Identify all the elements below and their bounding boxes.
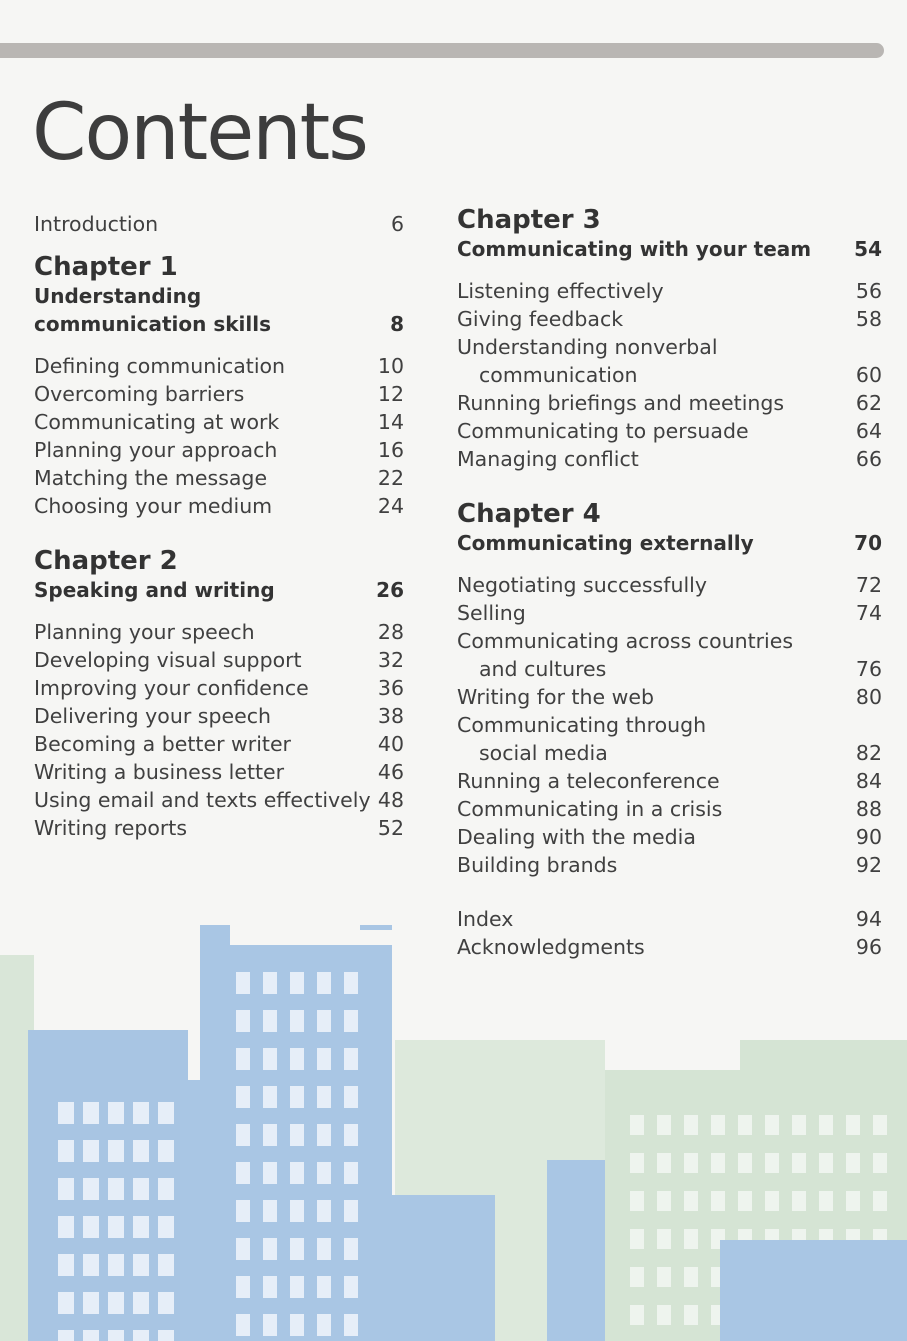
window: [317, 1010, 331, 1032]
chapter-4-page: 70: [854, 531, 882, 555]
toc-item-page: 88: [855, 797, 882, 821]
toc-item-label: Running briefings and meetings: [457, 391, 785, 415]
window: [263, 1010, 277, 1032]
toc-item-label: Communicating in a crisis: [457, 797, 723, 821]
window: [846, 1153, 860, 1173]
window: [819, 1229, 833, 1249]
window: [846, 1267, 860, 1287]
building-green-right: [605, 1070, 907, 1341]
window: [317, 1200, 331, 1222]
window: [846, 1305, 860, 1325]
window: [83, 1216, 99, 1238]
window: [58, 1292, 74, 1314]
window: [263, 1086, 277, 1108]
toc-item[interactable]: [457, 767, 882, 795]
window: [344, 1200, 358, 1222]
window: [317, 972, 331, 994]
chapter-1-subtitle[interactable]: [34, 282, 404, 338]
toc-item-page: 56: [855, 279, 882, 303]
window: [738, 1267, 752, 1287]
chapter-1-subtitle-line2: communication skills: [34, 312, 271, 336]
toc-item-label: and cultures: [479, 657, 607, 681]
toc-item[interactable]: [457, 711, 882, 739]
window: [83, 1102, 99, 1124]
window: [873, 1153, 887, 1173]
toc-item-label: Improving your confidence: [34, 676, 309, 700]
window: [684, 1305, 698, 1325]
window: [684, 1267, 698, 1287]
building-top-notch-2: [360, 930, 392, 945]
window: [58, 1216, 74, 1238]
window: [792, 1115, 806, 1135]
window: [236, 1010, 250, 1032]
chapter-3-subtitle[interactable]: [457, 235, 882, 263]
toc-item-label: Writing for the web: [457, 685, 654, 709]
toc-item-label: Acknowledgments: [457, 935, 645, 959]
window: [263, 1200, 277, 1222]
window: [765, 1153, 779, 1173]
toc-item[interactable]: [34, 674, 404, 702]
window: [317, 1276, 331, 1298]
window: [344, 1162, 358, 1184]
window: [236, 1276, 250, 1298]
toc-item[interactable]: [34, 814, 404, 842]
toc-item[interactable]: [34, 646, 404, 674]
toc-item-page: 90: [855, 825, 882, 849]
toc-item[interactable]: [457, 417, 882, 445]
toc-item-label: Delivering your speech: [34, 704, 271, 728]
window: [819, 1191, 833, 1211]
window: [630, 1305, 644, 1325]
toc-item-label: Becoming a better writer: [34, 732, 291, 756]
window: [290, 1010, 304, 1032]
window: [711, 1229, 725, 1249]
toc-item-page: 22: [377, 466, 404, 490]
window: [344, 1048, 358, 1070]
window: [133, 1254, 149, 1276]
window: [108, 1254, 124, 1276]
window: [846, 1115, 860, 1135]
toc-item-page: 52: [377, 816, 404, 840]
window: [158, 1292, 174, 1314]
window: [765, 1305, 779, 1325]
toc-item-label: Planning your speech: [34, 620, 255, 644]
toc-item-page: 80: [855, 685, 882, 709]
window: [263, 972, 277, 994]
window: [738, 1115, 752, 1135]
window: [344, 1238, 358, 1260]
window: [711, 1153, 725, 1173]
toc-item-label: Negotiating successfully: [457, 573, 707, 597]
window: [657, 1229, 671, 1249]
chapter-3-subtitle-text: Communicating with your team: [457, 237, 812, 261]
window: [133, 1292, 149, 1314]
toc-item-page: 72: [855, 573, 882, 597]
window: [58, 1178, 74, 1200]
window: [630, 1153, 644, 1173]
toc-item-page: 16: [377, 438, 404, 462]
window: [83, 1178, 99, 1200]
window: [158, 1330, 174, 1341]
toc-item-label: Choosing your medium: [34, 494, 273, 518]
window: [657, 1267, 671, 1287]
toc-item[interactable]: [34, 758, 404, 786]
window: [657, 1115, 671, 1135]
chapter-1-heading: Chapter 1: [34, 252, 178, 282]
window: [290, 1124, 304, 1146]
toc-item-page: 46: [377, 760, 404, 784]
window: [765, 1191, 779, 1211]
window: [133, 1102, 149, 1124]
toc-intro[interactable]: [34, 210, 404, 238]
window: [317, 1048, 331, 1070]
toc-item-page: 40: [377, 732, 404, 756]
window: [819, 1267, 833, 1287]
window: [711, 1305, 725, 1325]
building-top-notch: [230, 925, 360, 945]
window: [711, 1267, 725, 1287]
building-green-tower: [740, 1040, 907, 1080]
window: [630, 1267, 644, 1287]
window: [344, 1276, 358, 1298]
toc-item-page: 38: [377, 704, 404, 728]
window: [765, 1115, 779, 1135]
window: [344, 1010, 358, 1032]
toc-right-column: [457, 205, 882, 961]
window: [657, 1305, 671, 1325]
toc-item[interactable]: [457, 445, 882, 473]
window: [344, 1314, 358, 1336]
window: [765, 1229, 779, 1249]
window: [58, 1254, 74, 1276]
toc-item-page: 32: [377, 648, 404, 672]
window: [873, 1305, 887, 1325]
window: [873, 1191, 887, 1211]
toc-item-label: Communicating at work: [34, 410, 280, 434]
window: [630, 1191, 644, 1211]
window: [263, 1276, 277, 1298]
toc-item[interactable]: [34, 464, 404, 492]
toc-item-page: 94: [855, 907, 882, 931]
window: [236, 1238, 250, 1260]
toc-item[interactable]: [457, 627, 882, 655]
chapter-3-items: [457, 277, 882, 473]
toc-item[interactable]: [457, 333, 882, 361]
toc-item[interactable]: [457, 305, 882, 333]
building-blue-low: [180, 1080, 220, 1341]
toc-item-label: social media: [479, 741, 608, 765]
window: [684, 1229, 698, 1249]
chapter-1-items: [34, 352, 404, 520]
chapter-2-page: 26: [376, 578, 404, 602]
window: [236, 1124, 250, 1146]
window: [236, 972, 250, 994]
chapter-3-page: 54: [854, 237, 882, 261]
window: [344, 972, 358, 994]
toc-item-page: 66: [855, 447, 882, 471]
toc-item[interactable]: [34, 786, 404, 814]
toc-item-page: 28: [377, 620, 404, 644]
window: [819, 1153, 833, 1173]
toc-item-label: Developing visual support: [34, 648, 302, 672]
window: [133, 1216, 149, 1238]
toc-item-continuation[interactable]: [457, 739, 882, 767]
window: [317, 1238, 331, 1260]
toc-item-label: Communicating through: [457, 713, 707, 737]
window: [236, 1200, 250, 1222]
window: [158, 1140, 174, 1162]
back-matter: [457, 905, 882, 961]
toc-item-label: Overcoming barriers: [34, 382, 245, 406]
window: [317, 1086, 331, 1108]
window: [290, 1162, 304, 1184]
blue-windows: [58, 972, 358, 1341]
toc-item-label: Selling: [457, 601, 526, 625]
toc-item-page: 84: [855, 769, 882, 793]
window: [290, 1048, 304, 1070]
toc-item-page: 96: [855, 935, 882, 959]
toc-item[interactable]: [457, 851, 882, 879]
toc-item-page: 76: [855, 657, 882, 681]
window: [108, 1292, 124, 1314]
toc-item-label: Running a teleconference: [457, 769, 720, 793]
window: [158, 1254, 174, 1276]
toc-item-label: Matching the message: [34, 466, 268, 490]
toc-item[interactable]: [34, 618, 404, 646]
window: [108, 1330, 124, 1341]
window: [317, 1124, 331, 1146]
window: [133, 1330, 149, 1341]
window: [83, 1140, 99, 1162]
window: [108, 1178, 124, 1200]
building-green-middle: [395, 1040, 605, 1341]
window: [317, 1162, 331, 1184]
window: [263, 1124, 277, 1146]
toc-item-page: 10: [377, 354, 404, 378]
toc-item-page: 6: [390, 212, 404, 236]
window: [158, 1102, 174, 1124]
window: [290, 1086, 304, 1108]
toc-item[interactable]: [34, 408, 404, 436]
window: [263, 1162, 277, 1184]
window: [630, 1115, 644, 1135]
window: [290, 1276, 304, 1298]
window: [317, 1314, 331, 1336]
chapter-2-heading: Chapter 2: [34, 546, 178, 576]
toc-item-page: 24: [377, 494, 404, 518]
toc-item-label: Planning your approach: [34, 438, 278, 462]
chapter-3-heading: Chapter 3: [457, 205, 601, 235]
window: [290, 1238, 304, 1260]
window: [738, 1153, 752, 1173]
toc-item-page: 62: [855, 391, 882, 415]
toc-item-label: Writing a business letter: [34, 760, 285, 784]
toc-item[interactable]: [457, 599, 882, 627]
toc-item-label: Using email and texts effectively: [34, 788, 371, 812]
toc-item-page: 92: [855, 853, 882, 877]
toc-item-label: Building brands: [457, 853, 618, 877]
window: [58, 1140, 74, 1162]
toc-item-label: Introduction: [34, 212, 159, 236]
page-title: Contents: [32, 88, 367, 178]
window: [133, 1178, 149, 1200]
toc-item-label: Communicating across countries: [457, 629, 794, 653]
window: [819, 1305, 833, 1325]
chapter-4-heading: Chapter 4: [457, 499, 601, 529]
toc-item-label: Listening effectively: [457, 279, 664, 303]
toc-item-page: 64: [855, 419, 882, 443]
window: [738, 1229, 752, 1249]
toc-item-page: 82: [855, 741, 882, 765]
window: [133, 1140, 149, 1162]
window: [819, 1115, 833, 1135]
window: [236, 1162, 250, 1184]
toc-item-page: 36: [377, 676, 404, 700]
toc-item-page: 14: [377, 410, 404, 434]
window: [263, 1238, 277, 1260]
window: [236, 1086, 250, 1108]
toc-item[interactable]: [34, 352, 404, 380]
window: [792, 1153, 806, 1173]
window: [290, 1314, 304, 1336]
window: [344, 1086, 358, 1108]
toc-item-page: 48: [377, 788, 404, 812]
toc-item[interactable]: [457, 905, 882, 933]
window: [290, 972, 304, 994]
toc-item[interactable]: [34, 436, 404, 464]
toc-item-page: 58: [855, 307, 882, 331]
toc-item[interactable]: [457, 389, 882, 417]
window: [873, 1115, 887, 1135]
window: [263, 1314, 277, 1336]
window: [846, 1229, 860, 1249]
toc-item[interactable]: [34, 380, 404, 408]
window: [711, 1191, 725, 1211]
window: [158, 1178, 174, 1200]
window: [108, 1140, 124, 1162]
window: [765, 1267, 779, 1287]
chapter-1-subtitle-line1: Understanding: [34, 284, 202, 308]
window: [236, 1314, 250, 1336]
window: [792, 1229, 806, 1249]
window: [108, 1102, 124, 1124]
toc-item[interactable]: [34, 702, 404, 730]
building-blue-tall: [200, 925, 392, 1341]
chapter-4-subtitle[interactable]: [457, 529, 882, 557]
window: [344, 1124, 358, 1146]
window: [738, 1305, 752, 1325]
window: [108, 1216, 124, 1238]
chapter-1-page: 8: [390, 312, 404, 336]
toc-item[interactable]: [457, 683, 882, 711]
toc-item[interactable]: [34, 730, 404, 758]
toc-item-label: Defining communication: [34, 354, 286, 378]
window: [83, 1330, 99, 1341]
building-blue-left: [28, 1030, 188, 1341]
window: [873, 1267, 887, 1287]
top-rule: [0, 43, 884, 58]
chapter-4-subtitle-text: Communicating externally: [457, 531, 754, 555]
toc-item[interactable]: [457, 277, 882, 305]
building-blue-right: [720, 1240, 907, 1341]
building-blue-narrow: [547, 1160, 605, 1341]
chapter-4-items: [457, 571, 882, 879]
window: [236, 1048, 250, 1070]
green-windows: [630, 1115, 887, 1325]
window: [846, 1191, 860, 1211]
toc-item[interactable]: [457, 795, 882, 823]
toc-item-label: Managing conflict: [457, 447, 639, 471]
toc-item-label: Understanding nonverbal: [457, 335, 718, 359]
toc-item-page: 60: [855, 363, 882, 387]
building-blue-mid: [390, 1195, 495, 1341]
building-green-edge: [0, 955, 34, 1341]
chapter-2-subtitle-text: Speaking and writing: [34, 578, 275, 602]
toc-item-label: Index: [457, 907, 514, 931]
window: [792, 1267, 806, 1287]
toc-item-continuation[interactable]: [457, 361, 882, 389]
window: [792, 1191, 806, 1211]
toc-item[interactable]: [457, 823, 882, 851]
toc-item[interactable]: [457, 933, 882, 961]
window: [657, 1153, 671, 1173]
toc-item-label: Giving feedback: [457, 307, 624, 331]
toc-left-column: [34, 210, 404, 842]
toc-item-page: 74: [855, 601, 882, 625]
window: [83, 1254, 99, 1276]
window: [58, 1330, 74, 1341]
window: [684, 1153, 698, 1173]
window: [711, 1115, 725, 1135]
window: [290, 1200, 304, 1222]
window: [873, 1229, 887, 1249]
window: [738, 1191, 752, 1211]
chapter-2-subtitle[interactable]: [34, 576, 404, 604]
toc-item[interactable]: [34, 492, 404, 520]
toc-item-label: communication: [479, 363, 638, 387]
toc-item-continuation[interactable]: [457, 655, 882, 683]
window: [684, 1115, 698, 1135]
toc-item-page: 12: [377, 382, 404, 406]
window: [263, 1048, 277, 1070]
window: [58, 1102, 74, 1124]
window: [792, 1305, 806, 1325]
window: [657, 1191, 671, 1211]
window: [630, 1229, 644, 1249]
toc-item[interactable]: [457, 571, 882, 599]
window: [684, 1191, 698, 1211]
window: [158, 1216, 174, 1238]
toc-item-label: Communicating to persuade: [457, 419, 749, 443]
chapter-2-items: [34, 618, 404, 842]
toc-item-label: Writing reports: [34, 816, 188, 840]
window: [83, 1292, 99, 1314]
toc-item-label: Dealing with the media: [457, 825, 696, 849]
